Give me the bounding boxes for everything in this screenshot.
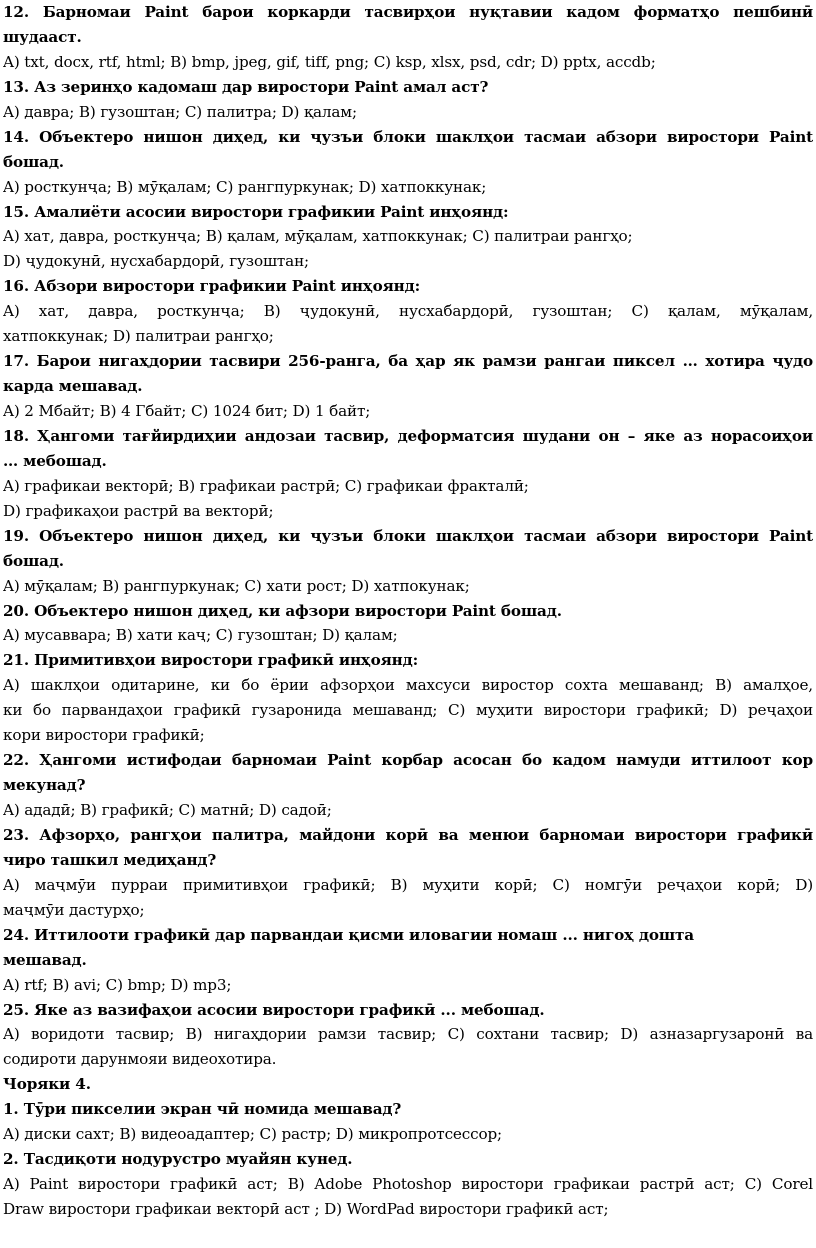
answer-line: A) 2 Мбайт; B) 4 Гбайт; C) 1024 бит; D) 1 байт; xyxy=(3,402,371,420)
question-line: мешавад. xyxy=(3,950,87,969)
answer-line: D) ҷудокунӣ, нусхабардорӣ, гузоштан; xyxy=(3,252,310,271)
answer-line: A) маҷмӯи пурраи примитивҳои графикӣ; B) муҳити корӣ; C) номгӯи реҷаҳои корӣ; D) xyxy=(3,875,813,894)
answer-line: A) мӯқалам; B) рангпуркунак; C) хати рост; D) хатпокунак; xyxy=(3,576,470,595)
answer-line: Draw виростори графикаи векторӣ аст ; D) WordPad виростори графикӣ аст; xyxy=(3,1200,609,1218)
answer-line: A) хат, давра, росткунҷа; B) ҷудокунӣ, нусхабардорӣ, гузоштан; C) қалам, мӯқалам, xyxy=(3,302,813,321)
question-line: чиро ташкил медиҳанд? xyxy=(3,850,217,869)
answer-line: A) росткунҷа; B) мӯқалам; C) рангпуркунак; D) хатпоккунак; xyxy=(3,177,487,196)
question-line: карда мешавад. xyxy=(3,377,143,396)
answer-line: A) Paint виростори графикӣ аст; B) Adobe Photoshop виростори графикаи растрӣ аст; C) Corel xyxy=(3,1175,813,1194)
question-line: 18. Ҳангоми тағйирдиҳии андозаи тасвир, деформатсия шудани он – яке аз норасоиҳои xyxy=(3,426,813,445)
question-line: 2. Тасдиқоти нодурустро муайян кунед. xyxy=(3,1150,353,1169)
answer-line: A) мусаввара; B) хати каҷ; C) гузоштан; D) қалам; xyxy=(3,626,398,645)
question-line: 25. Яке аз вазифаҳои асосии виростори графикӣ ... мебошад. xyxy=(3,1000,545,1019)
answer-line: A) графикаи векторӣ; B) графикаи растрӣ; C) графикаи фракталӣ; xyxy=(3,476,529,495)
answer-line: D) графикаҳои растрӣ ва векторӣ; xyxy=(3,501,274,520)
answer-line: содироти дарунмояи видеохотира. xyxy=(3,1050,277,1069)
answer-line: A) txt, docx, rtf, html; B) bmp, jpeg, gif, tiff, png; C) ksp, xlsx, psd, cdr; D) pptx, accdb; xyxy=(3,52,656,71)
question-line: бошад. xyxy=(3,152,64,171)
question-line: Чоряки 4. xyxy=(3,1075,91,1094)
answer-line: кори виростори графикӣ; xyxy=(3,726,205,745)
question-line: … мебошад. xyxy=(3,451,107,470)
answer-line: A) хат, давра, росткунҷа; B) қалам, мӯқалам, хатпоккунак; C) палитраи рангҳо; xyxy=(3,227,633,246)
document-page xyxy=(3,0,813,1222)
question-line: 16. Абзори виростори графикии Paint инҳоянд: xyxy=(3,277,421,296)
question-line: 15. Амалиёти асосии виростори графикии Paint инҳоянд: xyxy=(3,202,509,221)
answer-line: A) ададӣ; B) графикӣ; C) матнӣ; D) садоӣ; xyxy=(3,801,332,819)
question-line: 1. Тӯри пикселии экран чӣ номида мешавад? xyxy=(3,1100,402,1119)
question-line: 20. Объектеро нишон диҳед, ки афзори виростори Paint бошад. xyxy=(3,601,562,620)
question-line: 12. Барномаи Paint барои коркарди тасвирҳои нуқтавии кадом форматҳо пешбинӣ xyxy=(3,3,813,21)
question-line: 19. Объектеро нишон диҳед, ки ҷузъи блоки шаклҳои тасмаи абзори виростори Paint xyxy=(3,526,813,545)
question-line: 23. Афзорҳо, рангҳои палитра, майдони корӣ ва менюи барномаи виростори графикӣ xyxy=(3,825,813,844)
answer-line: A) шаклҳои одитарине, ки бо ёрии афзорҳои махсуси виростор сохта мешаванд; B) амалҳое, xyxy=(3,676,813,695)
answer-line: хатпоккунак; D) палитраи рангҳо; xyxy=(3,327,274,346)
question-line: бошад. xyxy=(3,551,64,570)
answer-line: A) давра; B) гузоштан; C) палитра; D) қалам; xyxy=(3,102,357,121)
question-line: 13. Аз зеринҳо кадомаш дар виростори Paint амал аст? xyxy=(3,77,489,96)
question-line: 22. Ҳангоми истифодаи барномаи Paint корбар асосан бо кадом намуди иттилоот кор xyxy=(3,751,813,770)
question-line: шудааст. xyxy=(3,27,82,46)
answer-line: маҷмӯи дастурҳо; xyxy=(3,900,145,919)
answer-line: A) воридоти тасвир; B) нигаҳдории рамзи тасвир; C) сохтани тасвир; D) азназаргузаронӣ ва xyxy=(3,1025,813,1044)
question-line: 21. Примитивҳои виростори графикӣ инҳоянд: xyxy=(3,651,419,670)
question-line: 14. Объектеро нишон диҳед, ки ҷузъи блоки шаклҳои тасмаи абзори виростори Paint xyxy=(3,127,813,146)
question-line: мекунад? xyxy=(3,776,86,795)
answer-line: A) rtf; B) avi; C) bmp; D) mp3; xyxy=(3,975,232,994)
question-line: 17. Барои нигаҳдории тасвири 256-ранга, ба ҳар як рамзи рангаи пиксел … хотира ҷудо xyxy=(3,352,813,371)
answer-line: A) диски сахт; B) видеоадаптер; C) растр; D) микропротсессор; xyxy=(3,1125,503,1144)
answer-line: ки бо парвандаҳои графикӣ гузаронида мешаванд; C) муҳити виростори графикӣ; D) реҷаҳои xyxy=(3,701,813,720)
question-line: 24. Иттилооти графикӣ дар парвандаи қисми иловагии номаш ... нигоҳ дошта xyxy=(3,925,694,944)
